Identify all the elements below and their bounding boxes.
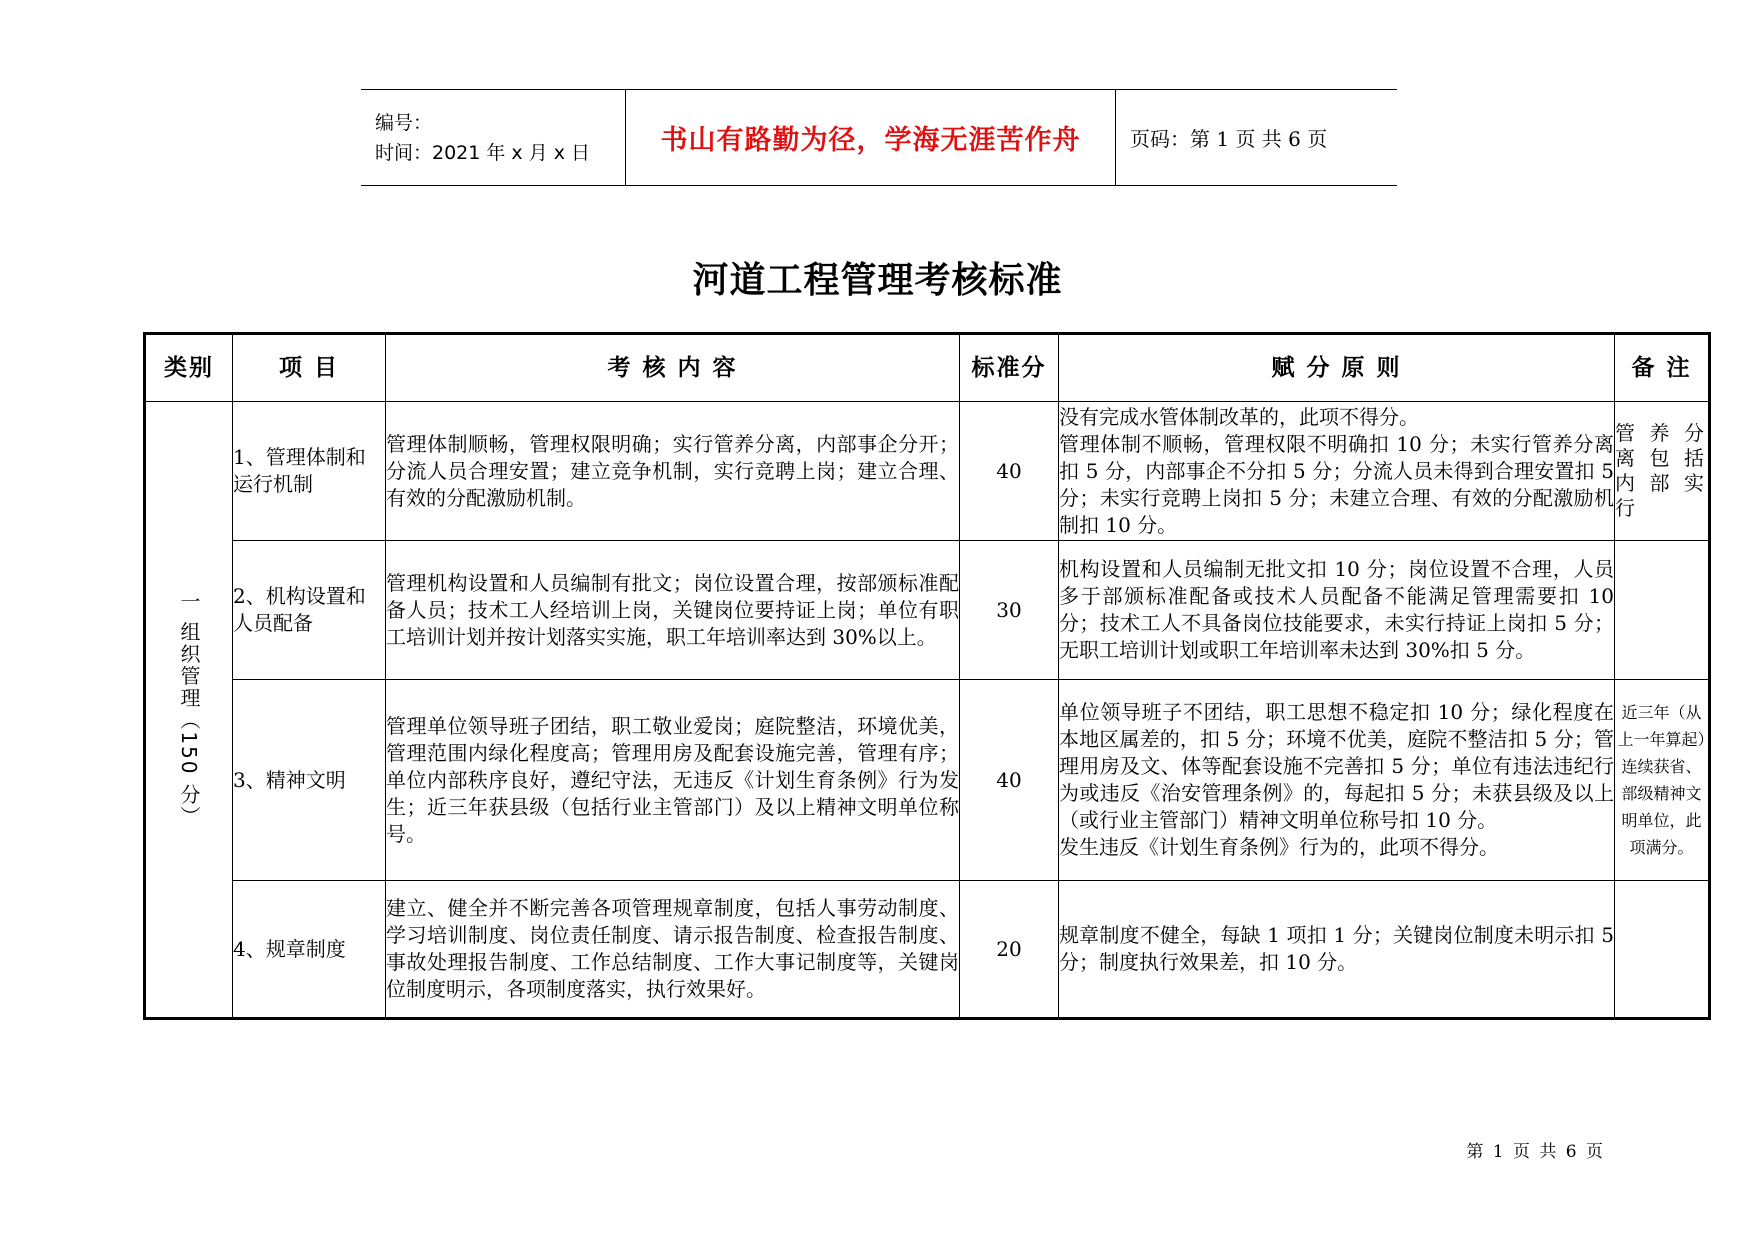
- header-item: 项 目: [233, 334, 386, 402]
- rule-line: 没有完成水管体制改革的，此项不得分。: [1059, 404, 1419, 429]
- item-cell: 4、规章制度: [233, 881, 386, 1019]
- content-cell: 管理单位领导班子团结，职工敬业爱岗；庭院整洁，环境优美，管理范围内绿化程度高；管理用房及配套设施完善，管理有序；单位内部秩序良好，遵纪守法，无违反《计划生育条例》行为发生；近三年获县级（包括行业主管部门）及以上精神文明单位称号。: [386, 680, 960, 881]
- item-cell: 1、管理体制和运行机制: [233, 402, 386, 541]
- score-cell: 40: [960, 402, 1059, 541]
- note-cell: [1615, 881, 1710, 1019]
- score-cell: 20: [960, 881, 1059, 1019]
- content-cell: 管理机构设置和人员编制有批文；岗位设置合理，按部颁标准配备人员；技术工人经培训上岗，关键岗位要持证上岗；单位有职工培训计划并按计划落实实施，职工年培训率达到 30%以上。: [386, 541, 960, 680]
- header-motto: 书山有路勤为径，学海无涯苦作舟: [626, 90, 1116, 185]
- table-header-row: [145, 334, 1710, 402]
- header-meta: [361, 90, 626, 185]
- rule-cell: [1059, 680, 1615, 881]
- document-title: 河道工程管理考核标准: [692, 259, 1063, 301]
- header-content: 考 核 内 容: [386, 334, 960, 402]
- document-number-label: 编号：: [375, 111, 433, 134]
- rule-cell: [1059, 541, 1615, 680]
- page-header: [361, 89, 1397, 186]
- header-score: 标准分: [960, 334, 1059, 402]
- score-cell: 40: [960, 680, 1059, 881]
- rule-line: 发生违反《计划生育条例》行为的，此项不得分。: [1059, 835, 1499, 859]
- category-label: 一 组织管理（150 分）: [177, 591, 201, 828]
- rule-line: 规章制度不健全，每缺 1 项扣 1 分；关键岗位制度未明示扣 5 分；制度执行效果差，扣 10 分。: [1059, 923, 1614, 974]
- note-text: 管养分离包括内部实行: [1615, 421, 1708, 520]
- page-footer: 第 1 页 共 6 页: [1466, 1142, 1605, 1162]
- table-row: [145, 402, 1710, 541]
- item-cell: 3、精神文明: [233, 680, 386, 881]
- table-row: [145, 881, 1710, 1019]
- item-cell: 2、机构设置和人员配备: [233, 541, 386, 680]
- rule-line: 管理体制不顺畅，管理权限不明确扣 10 分；未实行管养分离扣 5 分，内部事企不分扣 5 分；分流人员未得到合理安置扣 5 分；未实行竞聘上岗扣 5 分；未建立合理、有效的分配激励机制扣 10 分。: [1059, 431, 1614, 537]
- content-cell: 建立、健全并不断完善各项管理规章制度，包括人事劳动制度、学习培训制度、岗位责任制度、请示报告制度、检查报告制度、事故处理报告制度、工作总结制度、工作大事记制度等，关键岗位制度明示，各项制度落实，执行效果好。: [386, 881, 960, 1019]
- header-note: 备 注: [1615, 334, 1710, 402]
- category-cell: [145, 402, 233, 1019]
- header-category: 类别: [145, 334, 233, 402]
- note-cell: [1615, 680, 1710, 881]
- rule-line: 机构设置和人员编制无批文扣 10 分；岗位设置不合理，人员多于部颁标准配备或技术人员配备不能满足管理需要扣 10 分；技术工人不具备岗位技能要求，未实行持证上岗扣 5 分；无职工培训计划或职工年培训率未达到 30%扣 5 分。: [1059, 557, 1614, 662]
- header-page-label: 页码：第 1 页 共 6 页: [1130, 127, 1328, 151]
- header-rule: 赋 分 原 则: [1059, 334, 1615, 402]
- table-row: [145, 680, 1710, 881]
- rule-cell: [1059, 881, 1615, 1019]
- assessment-table: [143, 332, 1711, 1020]
- rule-line: 单位领导班子不团结，职工思想不稳定扣 10 分；绿化程度在本地区属差的，扣 5 分；环境不优美，庭院不整洁扣 5 分；管理用房及文、体等配套设施不完善扣 5 分；单位有违法违纪行为或违反《治安管理条例》的，每起扣 5 分；未获县级及以上（或行业主管部门）精神文明单位称号扣 10 分。: [1059, 700, 1614, 832]
- note-text: 近三年（从上一年算起）连续获省、部级精神文明单位，此项满分。: [1617, 703, 1706, 857]
- rule-cell: [1059, 402, 1615, 541]
- content-cell: 管理体制顺畅，管理权限明确；实行管养分离，内部事企分开；分流人员合理安置；建立竞争机制，实行竞聘上岗；建立合理、有效的分配激励机制。: [386, 402, 960, 541]
- score-cell: 30: [960, 541, 1059, 680]
- note-cell: [1615, 541, 1710, 680]
- note-cell: [1615, 402, 1710, 541]
- table-row: [145, 541, 1710, 680]
- document-time-label: 时间：2021 年 x 月 x 日: [375, 141, 591, 164]
